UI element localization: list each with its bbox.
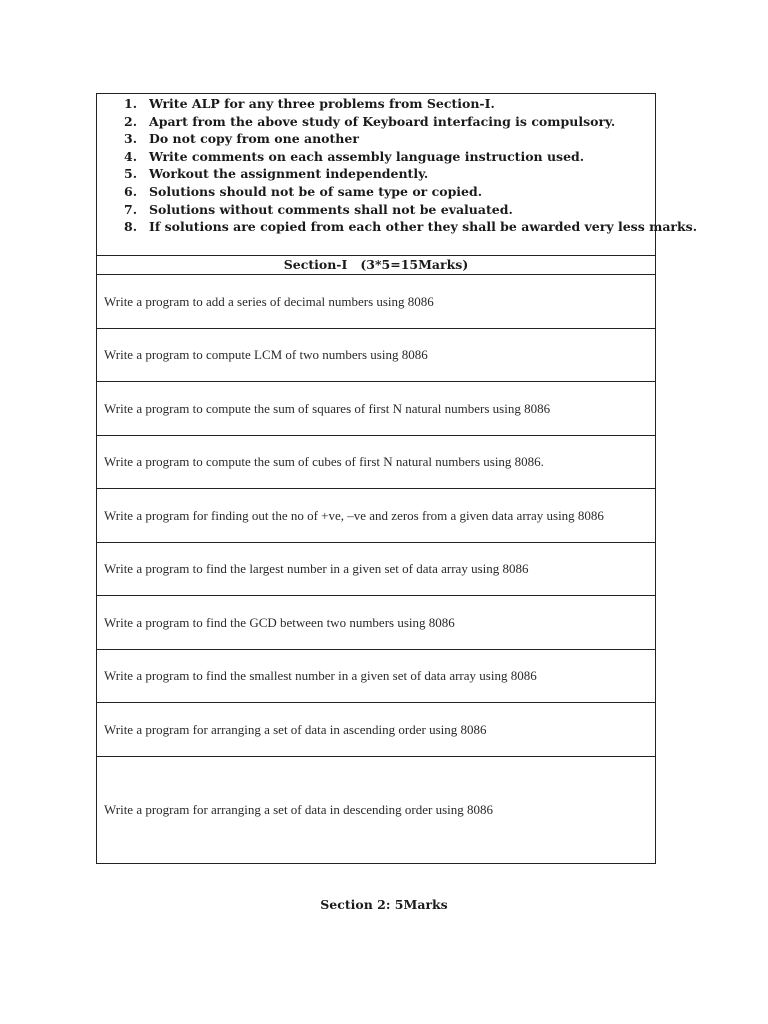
instruction-number: 5. [124,166,138,182]
instruction-item [97,201,655,219]
instruction-item [97,218,698,236]
question-row [97,757,655,863]
question-row [97,275,655,329]
instruction-text: Apart from the above study of Keyboard interfacing is compulsory. [149,113,616,129]
instruction-item [97,130,655,148]
instruction-text: Write comments on each assembly language instruction used. [149,148,585,164]
assignment-table [96,93,698,864]
instruction-text: If solutions are copied from each other they shall be awarded very less marks. [149,219,698,235]
instruction-number: 3. [124,131,138,147]
question-row [97,596,655,650]
instruction-text: Solutions should not be of same type or copied. [149,183,483,199]
question-text: Write a program to compute the sum of cubes of first N natural numbers using 8086. [104,454,544,469]
question-row [97,489,655,543]
instruction-item [97,165,655,183]
instruction-number: 2. [124,113,138,129]
instruction-text: Workout the assignment independently. [149,166,429,182]
instruction-item [97,113,655,131]
question-row [97,329,655,382]
instruction-text: Do not copy from one another [149,131,359,147]
instruction-number: 8. [124,219,138,235]
question-text: Write a program to compute the sum of squares of first N natural numbers using 8086 [104,400,551,416]
section-2-heading: Section 2: 5Marks [320,897,448,912]
question-text: Write a program for arranging a set of data in ascending order using 8086 [104,721,487,737]
section-1-heading: Section-I (3*5=15Marks) [97,256,655,275]
question-row [97,650,655,703]
question-row [97,382,655,436]
instruction-item [97,95,655,113]
instruction-text: Solutions without comments shall not be evaluated. [149,201,513,217]
instruction-number: 7. [124,201,138,217]
question-text: Write a program for finding out the no of +ve, –ve and zeros from a given data array using 8086 [104,507,604,523]
instruction-number: 6. [124,183,138,199]
instruction-item [97,183,655,201]
question-row [97,703,655,757]
question-text: Write a program to find the largest number in a given set of data array using 8086 [104,561,529,576]
question-text: Write a program for arranging a set of data in descending order using 8086 [104,802,493,817]
instruction-text: Write ALP for any three problems from Section-I. [149,96,495,111]
question-text: Write a program to find the GCD between two numbers using 8086 [104,614,455,630]
question-text: Write a program to compute LCM of two numbers using 8086 [104,347,428,362]
instruction-number: 1. [124,96,138,111]
instruction-item [97,148,655,166]
question-row [97,436,655,489]
question-text: Write a program to add a series of decimal numbers using 8086 [104,293,434,309]
instructions-list [97,95,698,236]
question-text: Write a program to find the smallest number in a given set of data array using 8086 [104,668,537,683]
instructions-block [97,94,698,256]
question-row [97,543,655,596]
instruction-number: 4. [124,148,138,164]
